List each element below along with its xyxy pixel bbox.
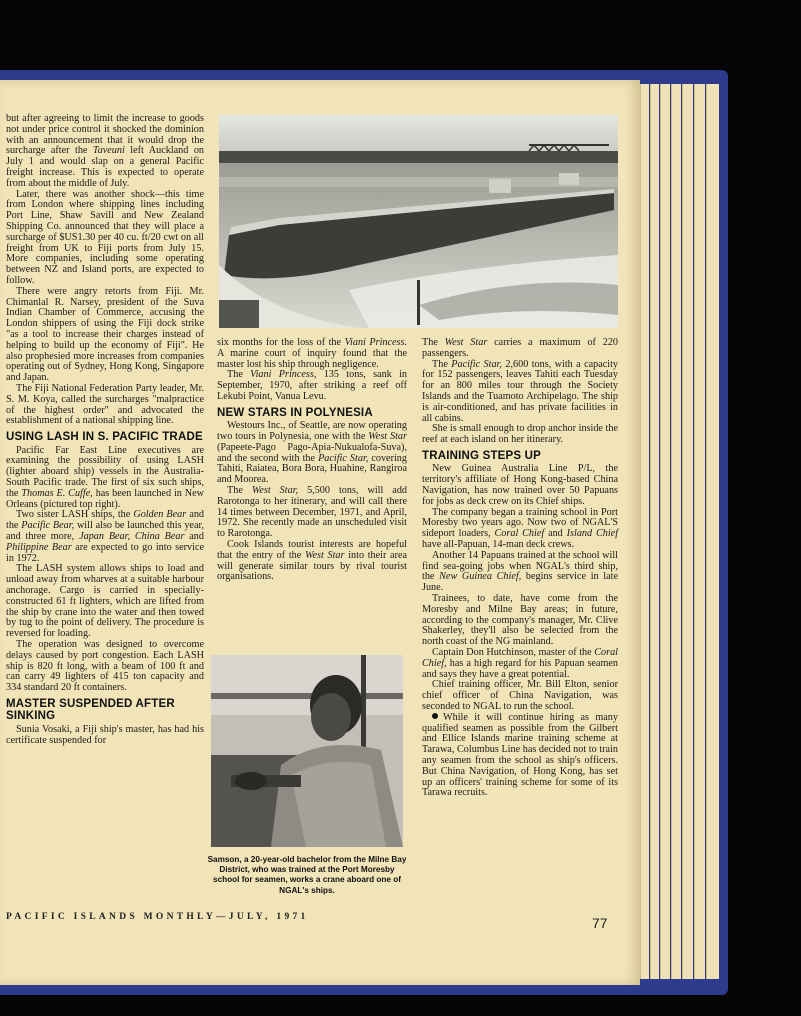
paragraph: The LASH system allows ships to load and unload away from wharves at a suitable harbour anchorage. Cargo is carried in specially-constructed 61 ft lighters, which are lifted from the ship by crane into the water and then towed by tug to the point of delivery. The procedure is reversed for loading.	[6, 563, 204, 640]
paragraph: There were angry retorts from Fiji. Mr. Chimanlal R. Narsey, president of the Suva Indian Chamber of Commerce, accusing the London shippers of using the Fiji dock strike "as a tool to increase their charges instead of helping to build up the economy of Fiji". He also prophesied more increases from companies operating out of Sydney, Hong Kong, Singapore and Japan.	[6, 285, 204, 384]
ship-launch-image	[219, 115, 618, 328]
paragraph: The company began a training school in Port Moresby two years ago. Now two of NGAL'S sideport loaders, Coral Chief and Island Chief have all-Papuan, 14-man deck crews.	[422, 506, 619, 551]
photo-caption: Samson, a 20-year-old bachelor from the Milne Bay District, who was trained at the Port Moresby school for seamen, works a crane aboard one of NGAL's ships.	[207, 855, 407, 895]
paragraph: The Pacific Star, 2,600 tons, with a capacity for 152 passengers, leaves Tahiti each Tuesday for an 800 miles tour through the Society Islands and the Tuamoto Archipelago. The ship is air-conditioned, and has private facilities in all cabins.	[422, 358, 619, 424]
page-edge	[660, 84, 670, 979]
page-edge	[682, 84, 693, 979]
paragraph: She is small enough to drop anchor inside the reef at each island on her itinerary.	[422, 423, 618, 446]
page-edge	[640, 84, 649, 979]
section-heading: NEW STARS IN POLYNESIA	[217, 406, 373, 419]
paragraph: Westours Inc., of Seattle, are now operating two tours in Polynesia, one with the West Star (Papeete-Pago Pago-Apia-Nukualofa-Suva), and the second with the Pacific Star, covering Tahiti, Raiatea, Bora Bora, Huahine, Rangiroa and Moorea.	[217, 420, 407, 486]
column-1	[6, 114, 204, 747]
paragraph: Sunia Vosaki, a Fiji ship's master, has had his certificate suspended for	[6, 723, 204, 746]
paragraph: The West Star carries a maximum of 220 passengers.	[422, 337, 619, 359]
paragraph: six months for the loss of the Viani Princess. A marine court of inquiry found that the master lost his ship through negligence.	[217, 337, 408, 370]
crane-operator-image	[211, 655, 403, 847]
page-footer: PACIFIC ISLANDS MONTHLY—JULY, 1971	[6, 912, 309, 922]
crane-operator-photo	[211, 655, 403, 847]
page-edge	[706, 84, 719, 979]
column-3	[422, 338, 618, 799]
paragraph: The Viani Princess, 135 tons, sank in September, 1970, after striking a reef off Lekubi Point, Vanua Levu.	[217, 369, 407, 402]
paragraph: Trainees, to date, have come from the Moresby and Milne Bay areas; in future, according to the company's manager, Mr. Clive Shakerley, they'll also be selected from the north coast of the NG mainland.	[422, 593, 618, 648]
paragraph: Another 14 Papuans trained at the school will find sea-going jobs when NGAL's third ship, the New Guinea Chief, begins service in late June.	[422, 549, 619, 594]
paragraph: While it will continue hiring as many qualified seamen as possible from the Gilbert and Ellice Islands marine training scheme at Tarawa, Columbus Line has decided not to train any seamen from the school as ship's officers. But China Navigation, of Hong Kong, has set up an officers' training scheme for some of its Tarawa recruits.	[422, 711, 618, 799]
paragraph: The operation was designed to overcome delays caused by port congestion. Each LASH ship is 820 ft long, with a beam of 100 ft and can carry 49 lighters of 415 ton capacity and 334 standard 20 ft containers.	[6, 638, 204, 694]
column-2	[217, 338, 407, 583]
paragraph: The West Star, 5,500 tons, will add Rarotonga to her itinerary, and will call there 14 times between December, 1971, and April, 1972. She recently made an unscheduled visit to Rarotonga.	[217, 485, 408, 540]
paragraph: New Guinea Australia Line P/L, the territory's affiliate of Hong Kong-based China Navigation, has now trained over 50 Papuans for jobs as deck crew on its Chief ships.	[422, 463, 618, 507]
paragraph: Pacific Far East Line executives are examining the possibility of using LASH (lighter aboard ship) vessels in the Australia-South Pacific trade. The first of six such ships, the Thomas E. Cuffe, has been launched in New Orleans (pictured top right).	[6, 444, 204, 510]
paragraph: but after agreeing to limit the increase to goods not under price control it shocked the dominion with an announcement that it would drop the surcharge after the Taveuni left Auckland on July 1 and would slap on a general Pacific freight increase. This is expected to operate from about the middle of July.	[6, 113, 205, 189]
section-heading: MASTER SUSPENDED AFTER SINKING	[6, 697, 175, 723]
page-edge	[671, 84, 681, 979]
paragraph: Two sister LASH ships, the Golden Bear and the Pacific Bear, will also be launched this year, and three more, Japan Bear, China Bear and Philippine Bear are expected to go into service in 1972.	[6, 509, 205, 564]
paragraph: The Fiji National Federation Party leader, Mr. S. M. Koya, called the surcharges "malpractice of the highest order" and advocated the establishment of a national shipping line.	[6, 382, 204, 427]
page-number: 77	[592, 915, 608, 931]
section-heading: USING LASH IN S. PACIFIC TRADE	[6, 431, 203, 444]
page-edge	[650, 84, 659, 979]
paragraph: Cook Islands tourist interests are hopeful that the entry of the West Star into their area will generate similar tours by rival tourist organisations.	[217, 539, 408, 583]
section-heading: TRAINING STEPS UP	[422, 449, 542, 462]
ship-launch-photo	[219, 115, 618, 328]
bullet-icon	[432, 713, 438, 719]
paragraph: Chief training officer, Mr. Bill Elton, senior chief officer of China Navigation, was seconded to NGAL to run the school.	[422, 679, 618, 712]
page-edge	[694, 84, 705, 979]
paragraph: Later, there was another shock—this time from London where shipping lines including Port Line, Shaw Savill and New Zealand Shipping Co. announced that they will place a surcharge of $US1.30 per 40 cu. ft/20 cwt on all freight from UK to Fiji ports from July 15. More companies, including some operating between NZ and Island ports, are expected to follow.	[6, 188, 204, 286]
paragraph: Captain Don Hutchinson, master of the Coral Chief, has a high regard for his Papuan seamen and says they have a great potential.	[422, 647, 618, 680]
